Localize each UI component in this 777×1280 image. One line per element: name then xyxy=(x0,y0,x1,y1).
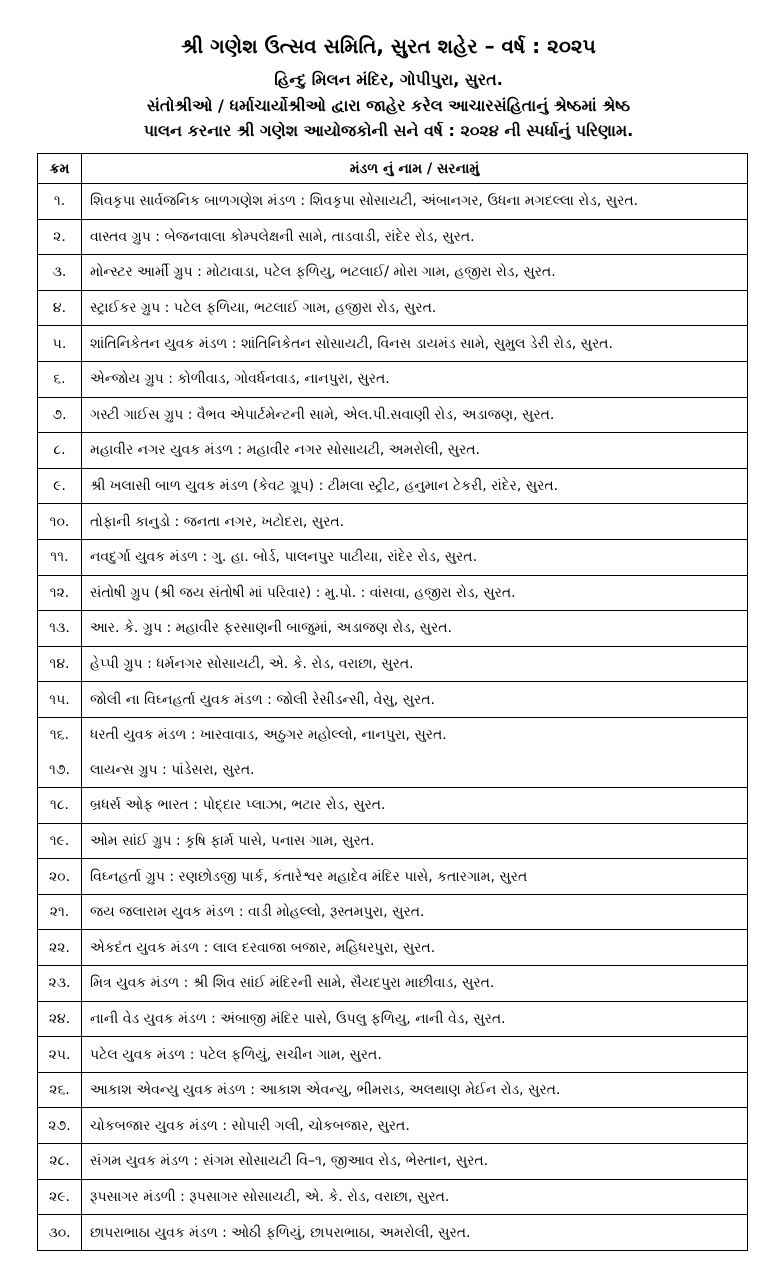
mandal-name-address: હેપ્પી ગ્રુપ : ધર્મનગર સોસાયટી, એ. કે. રોડ, વરાછા, સુરત. xyxy=(82,646,748,682)
table-header-row xyxy=(38,154,748,184)
table-row xyxy=(38,966,748,1002)
subtitle-line-1: સંતોશ્રીઓ / ધર્માચાર્યોશ્રીઓ દ્વારા જાહેર કરેલ આચારસંહિતાનું શ્રેષ્ઠમાં શ્રેષ્ઠ xyxy=(146,96,631,115)
table-row xyxy=(38,361,748,397)
mandal-name-address: મિત્ર યુવક મંડળ : શ્રી શિવ સાંઈ મંદિરની સામે, સૈયદપુરા માછીવાડ, સુરત. xyxy=(82,966,748,1002)
mandal-name-address: તોફાની કાનુડો : જનતા નગર, ખટોદરા, સુરત. xyxy=(82,504,748,540)
column-header-number: ક્રમ xyxy=(38,154,82,184)
row-number: ૮. xyxy=(38,433,82,469)
table-row xyxy=(38,219,748,255)
row-number: ૧૭. xyxy=(38,753,82,788)
mandal-name-address: ચોકબજાર યુવક મંડળ : સોપારી ગલી, ચોકબજાર, સુરત. xyxy=(82,1108,748,1144)
row-number: ૫. xyxy=(38,326,82,362)
row-number: ૯. xyxy=(38,468,82,504)
table-row xyxy=(38,1072,748,1108)
venue-line: હિન્દુ મિલન મંદિર, ગોપીપુરા, સુરત. xyxy=(274,70,503,89)
row-number: ૨૪. xyxy=(38,1001,82,1037)
mandal-name-address: રૂપસાગર મંડળી : રૂપસાગર સોસાયટી, એ. કે. રોડ, વરાછા, સુરત. xyxy=(82,1179,748,1215)
row-number: ૩૦. xyxy=(38,1215,82,1251)
mandal-name-address: મહાવીર નગર યુવક મંડળ : મહાવીર નગર સોસાયટી, અમરોલી, સુરત. xyxy=(82,433,748,469)
row-number: ૧૯. xyxy=(38,823,82,859)
mandal-name-address: સ્ટ્રાઈકર ગ્રુપ : પટેલ ફળિયા, ભટલાઈ ગામ, હજીરા રોડ, સુરત. xyxy=(82,290,748,326)
row-number: ૨૦. xyxy=(38,859,82,895)
column-header-name: મંડળ નું નામ / સરનામું xyxy=(82,154,748,184)
mandal-name-address: સંગમ યુવક મંડળ : સંગમ સોસાયટી વિ–૧, જીઆવ રોડ, ભેસ્તાન, સુરત. xyxy=(82,1144,748,1180)
row-number: ૪. xyxy=(38,290,82,326)
row-number: ૨૮. xyxy=(38,1144,82,1180)
mandal-name-address: લાયન્સ ગ્રુપ : પાંડેસરા, સુરત. xyxy=(82,753,748,788)
row-number: ૨૫. xyxy=(38,1037,82,1073)
mandal-name-address: સંતોષી ગ્રુપ (શ્રી જય સંતોષી માં પરિવાર) : મુ.પો. : વાંસવા, હજીરા રોડ, સુરત. xyxy=(82,575,748,611)
table-row xyxy=(38,1144,748,1180)
subtitle-line-2: પાલન કરનાર શ્રી ગણેશ આયોજકોની સને વર્ષ : ૨૦૨૪ ની સ્પર્ધાનું પરિણામ. xyxy=(143,121,634,140)
row-number: ૨૭. xyxy=(38,1108,82,1144)
table-row xyxy=(38,575,748,611)
row-number: ૧૮. xyxy=(38,788,82,824)
table-row xyxy=(38,753,748,788)
mandal-name-address: મોન્સ્ટર આર્મી ગ્રુપ : મોટાવાડા, પટેલ ફળિયુ, ભટલાઈ/ મોરા ગામ, હજીરા રોડ, સુરત. xyxy=(82,255,748,291)
row-number: ૬. xyxy=(38,361,82,397)
mandal-name-address: છાપરાભાઠા યુવક મંડળ : ઓઠી ફળિયું, છાપરાભાઠા, અમરોલી, સુરત. xyxy=(82,1215,748,1251)
row-number: ૧. xyxy=(38,184,82,220)
row-number: ૨૩. xyxy=(38,966,82,1002)
mandal-name-address: શાંતિનિકેતન યુવક મંડળ : શાંતિનિકેતન સોસાયટી, વિનસ ડાયમંડ સામે, સુમુલ ડેરી રોડ, સુરત. xyxy=(82,326,748,362)
table-row xyxy=(38,184,748,220)
mandal-name-address: શિવકૃપા સાર્વજનિક બાળગણેશ મંડળ : શિવકૃપા સોસાયટી, અંબાનગર, ઉધના મગદલ્લા રોડ, સુરત. xyxy=(82,184,748,220)
table-row xyxy=(38,255,748,291)
table-row xyxy=(38,397,748,433)
page-title: શ્રી ગણેશ ઉત્સવ સમિતિ, સુરત શહેર – વર્ષ : ૨૦૨૫ xyxy=(181,34,596,58)
mandal-name-address: શ્રી ખલાસી બાળ યુવક મંડળ (કેવટ ગ્રૂપ) : ટીમલા સ્ટ્રીટ, હનુમાન ટેકરી, રાંદેર, સુરત. xyxy=(82,468,748,504)
table-row xyxy=(38,859,748,895)
mandal-name-address: નાની વેડ યુવક મંડળ : અંબાજી મંદિર પાસે, ઉપલુ ફળિયુ, નાની વેડ, સુરત. xyxy=(82,1001,748,1037)
row-number: ૧૨. xyxy=(38,575,82,611)
row-number: ૨૧. xyxy=(38,894,82,930)
row-number: ૨. xyxy=(38,219,82,255)
mandal-name-address: જોલી ના વિઘ્નહર્તા યુવક મંડળ : જોલી રેસીડન્સી, વેસુ, સુરત. xyxy=(82,682,748,718)
row-number: ૧૪. xyxy=(38,646,82,682)
table-row xyxy=(38,717,748,752)
row-number: ૭. xyxy=(38,397,82,433)
table-row xyxy=(38,611,748,647)
row-number: ૧૫. xyxy=(38,682,82,718)
row-number: ૧૬. xyxy=(38,717,82,752)
table-row xyxy=(38,468,748,504)
mandal-name-address: એકદંત યુવક મંડળ : લાલ દરવાજા બજાર, મહિધરપુરા, સુરત. xyxy=(82,930,748,966)
mandal-name-address: વાસ્તવ ગ્રુપ : બેજનવાલા કોમ્પલેક્ષની સામે, તાડવાડી, રાંદેર રોડ, સુરત. xyxy=(82,219,748,255)
table-row xyxy=(38,539,748,575)
table-row xyxy=(38,1179,748,1215)
mandal-name-address: આર. કે. ગ્રુપ : મહાવીર ફરસાણની બાજુમાં, અડાજણ રોડ, સુરત. xyxy=(82,611,748,647)
table-row xyxy=(38,290,748,326)
mandal-name-address: બ્રધર્સ ઓફ ભારત : પોદ્દાર પ્લાઝા, ભટાર રોડ, સુરત. xyxy=(82,788,748,824)
mandal-name-address: વિઘ્નહર્તા ગ્રુપ : રણછોડજી પાર્ક, કંતારેશ્વર મહાદેવ મંદિર પાસે, કતારગામ, સુરત xyxy=(82,859,748,895)
table-row xyxy=(38,788,748,824)
table-row xyxy=(38,504,748,540)
table-row xyxy=(38,646,748,682)
row-number: ૨૨. xyxy=(38,930,82,966)
row-number: ૧૧. xyxy=(38,539,82,575)
row-number: ૩. xyxy=(38,255,82,291)
mandal-name-address: જય જલારામ યુવક મંડળ : વાડી મોહલ્લો, રૂસ્તમપુરા, સુરત. xyxy=(82,894,748,930)
table-row xyxy=(38,682,748,718)
table-row xyxy=(38,433,748,469)
mandal-name-address: ઓમ સાંઈ ગ્રુપ : કૃષિ ફાર્મ પાસે, પનાસ ગામ, સુરત. xyxy=(82,823,748,859)
row-number: ૧૩. xyxy=(38,611,82,647)
table-row xyxy=(38,930,748,966)
table-row xyxy=(38,1001,748,1037)
table-body xyxy=(38,184,748,1251)
mandal-name-address: ધરતી યુવક મંડળ : ખારવાવાડ, અઠુગર મહોલ્લો, નાનપુરા, સુરત. xyxy=(82,717,748,752)
mandal-name-address: આકાશ એવન્યુ યુવક મંડળ : આકાશ એવન્યુ, ભીમરાડ, અલથાણ મેઈન રોડ, સુરત. xyxy=(82,1072,748,1108)
mandal-name-address: પટેલ યુવક મંડળ : પટેલ ફળિયું, સચીન ગામ, સુરત. xyxy=(82,1037,748,1073)
row-number: ૨૬. xyxy=(38,1072,82,1108)
table-row xyxy=(38,326,748,362)
table-row xyxy=(38,894,748,930)
row-number: ૧૦. xyxy=(38,504,82,540)
results-table xyxy=(37,153,748,1251)
mandal-name-address: એન્જોય ગ્રુપ : કોળીવાડ, ગોવર્ધનવાડ, નાનપુરા, સુરત. xyxy=(82,361,748,397)
row-number: ૨૯. xyxy=(38,1179,82,1215)
mandal-name-address: ગસ્ટી ગાઈસ ગ્રુપ : વૈભવ એપાર્ટમેન્ટની સામે, એલ.પી.સવાણી રોડ, અડાજણ, સુરત. xyxy=(82,397,748,433)
table-row xyxy=(38,823,748,859)
table-row xyxy=(38,1108,748,1144)
mandal-name-address: નવદુર્ગા યુવક મંડળ : ગુ. હા. બોર્ડ, પાલનપુર પાટીયા, રાંદેર રોડ, સુરત. xyxy=(82,539,748,575)
table-row xyxy=(38,1037,748,1073)
table-row xyxy=(38,1215,748,1251)
